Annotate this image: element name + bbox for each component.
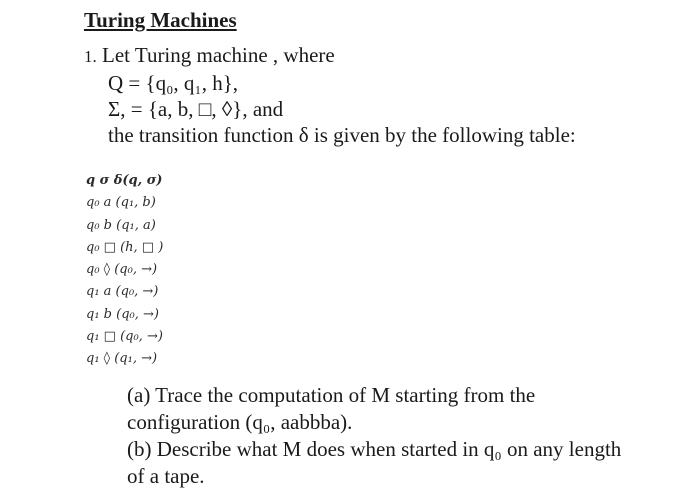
page-title: Turing Machines bbox=[84, 8, 237, 32]
transition-function-text: the transition function δ is given by the following table: bbox=[108, 123, 576, 147]
table-header: q σ δ(q, σ) bbox=[86, 173, 163, 188]
table-row: q₀ a (q₁, b) bbox=[86, 195, 156, 211]
question-parts bbox=[127, 382, 621, 490]
alphabet-definition: Σ, = {a, b, □, ◊}, and bbox=[108, 97, 284, 121]
table-row: q₁ □ (q₀, →) bbox=[86, 329, 163, 345]
table-row: q₀ ◊ (q₀, →) bbox=[86, 262, 158, 278]
problem-intro bbox=[84, 43, 335, 68]
table-row: q₁ b (q₀, →) bbox=[86, 306, 159, 322]
part-a-line-1: (a) Trace the computation of M starting from the bbox=[127, 383, 536, 407]
part-b-line-1: (b) Describe what M does when started in q₀ on any length bbox=[127, 437, 622, 461]
table-row: q₁ ◊ (q₁, →) bbox=[86, 351, 158, 367]
part-b-line-2: of a tape. bbox=[127, 464, 205, 488]
table-row: q₀ □ (h, □ ) bbox=[86, 239, 164, 255]
table-row: q₀ b (q₁, a) bbox=[86, 217, 156, 233]
part-a-line-2: configuration (q₀, aabbba). bbox=[127, 410, 353, 434]
problem-intro-text: Let Turing machine , where bbox=[102, 43, 335, 67]
problem-number: 1. bbox=[84, 47, 97, 66]
table-row: q₁ a (q₀, →) bbox=[86, 284, 159, 300]
states-definition: Q = {q₀, q₁, h}, bbox=[108, 71, 239, 95]
transition-table bbox=[86, 170, 163, 371]
